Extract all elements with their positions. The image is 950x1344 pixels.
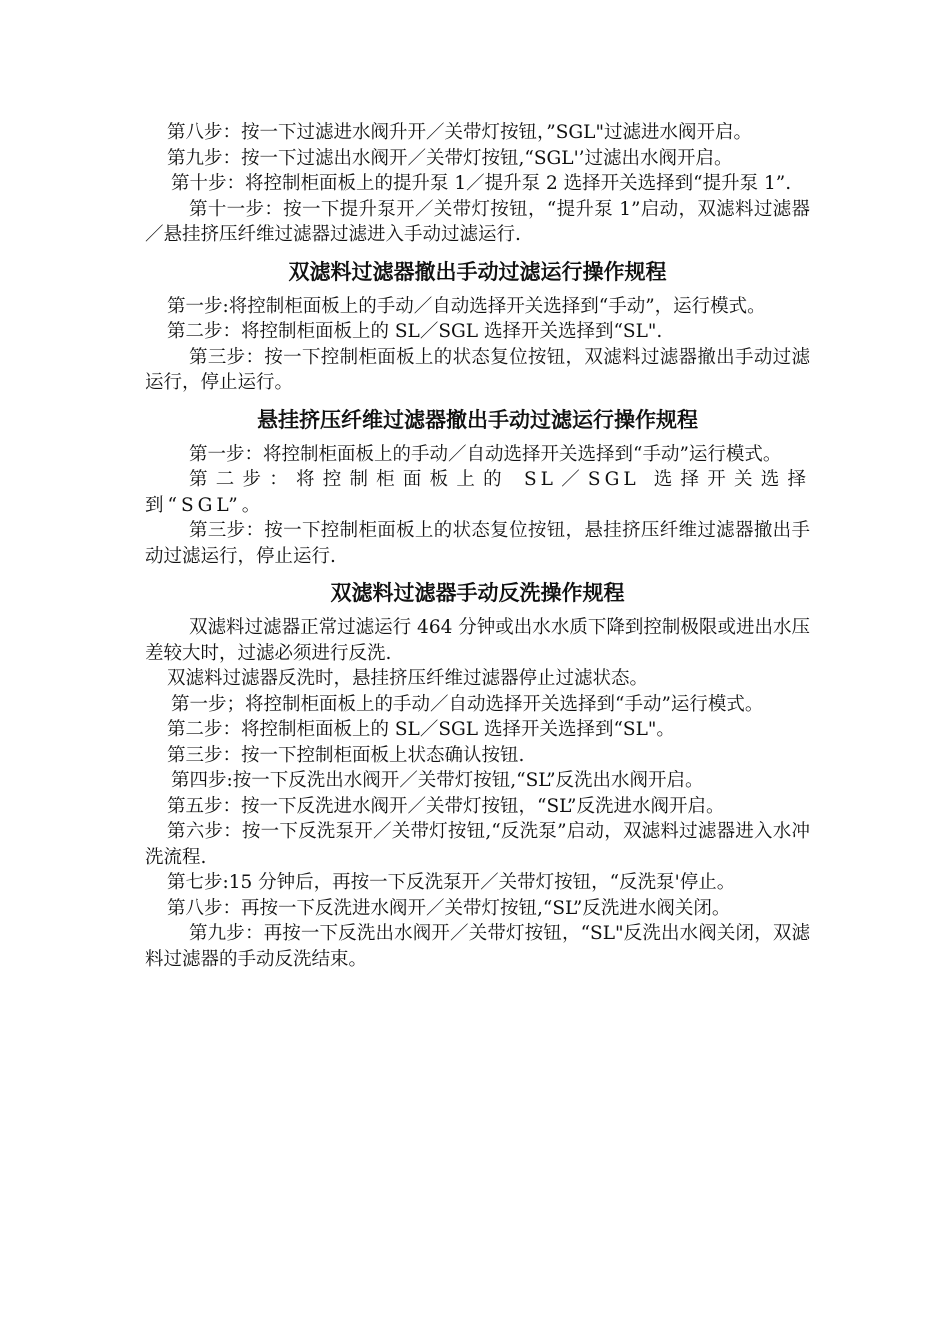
backwash-step-4-paragraph: 第四步:按一下反洗出水阀开／关带灯按钮,“SL”反洗出水阀开启。	[171, 770, 704, 791]
backwash-step-8-paragraph: 第八步：再按一下反洗进水阀开／关带灯按钮,“SL”反洗进水阀关闭。	[167, 897, 731, 919]
backwash-intro-paragraph: 双滤料过滤器正常过滤运行 464 分钟或出水水质下降到控制极限或进出水压差较大时，过滤必须进行反洗.	[145, 617, 810, 664]
section-title-manual-backwash: 双滤料过滤器手动反洗操作规程	[330, 581, 625, 605]
step-11-paragraph: 第十一步：按一下提升泵开／关带灯按钮，“提升泵 1”启动，双滤料过滤器／悬挂挤压纤维过滤器过滤进入手动过滤运行.	[145, 198, 810, 245]
section-title-dual-media-exit: 双滤料过滤器撤出手动过滤运行操作规程	[288, 259, 667, 284]
backwash-step-5-paragraph: 第五步：按一下反洗进水阀开／关带灯按钮，“SL”反洗进水阀开启。	[167, 795, 725, 817]
backwash-step-2-paragraph: 第二步：将控制柜面板上的 SL／SGL 选择开关选择到“SL"。	[167, 719, 675, 740]
exit-step-3-paragraph: 第三步：按一下控制柜面板上的状态复位按钮，双滤料过滤器撤出手动过滤运行，停止运行。	[145, 346, 810, 393]
exit-step-1-paragraph: 第一步:将控制柜面板上的手动／自动选择开关选择到“手动”，运行模式。	[167, 295, 766, 317]
step-10-paragraph: 第十步：将控制柜面板上的提升泵 1／提升泵 2 选择开关选择到“提升泵 1”.	[171, 173, 792, 194]
fiber-step-3-paragraph: 第三步：按一下控制柜面板上的状态复位按钮，悬挂挤压纤维过滤器撤出手动过滤运行，停止运行.	[145, 520, 810, 567]
fiber-step-1-paragraph: 第一步：将控制柜面板上的手动／自动选择开关选择到“手动”运行模式。	[189, 443, 782, 465]
backwash-note-paragraph: 双滤料过滤器反洗时，悬挂挤压纤维过滤器停止过滤状态。	[167, 668, 649, 689]
step-8-paragraph: 第八步：按一下过滤进水阀升开／关带灯按钮，”SGL"过滤进水阀开启。	[167, 122, 752, 143]
backwash-step-3-paragraph: 第三步：按一下控制柜面板上状态确认按钮.	[167, 744, 525, 766]
backwash-step-1-paragraph: 第一步；将控制柜面板上的手动／自动选择开关选择到“手动”运行模式。	[171, 693, 764, 715]
fiber-step-2-paragraph: 第二步：将控制柜面板上的 SL／SGL 选择开关选择到“SGL”。	[145, 469, 810, 516]
exit-step-2-paragraph: 第二步：将控制柜面板上的 SL／SGL 选择开关选择到“SL".	[167, 321, 663, 342]
backwash-step-7-paragraph: 第七步:15 分钟后，再按一下反洗泵开／关带灯按钮，“反洗泵'停止。	[167, 872, 736, 893]
step-9-paragraph: 第九步：按一下过滤出水阀开／关带灯按钮,“SGL'’过滤出水阀开启。	[167, 147, 733, 169]
backwash-step-6-paragraph: 第六步：按一下反洗泵开／关带灯按钮,“反洗泵”启动，双滤料过滤器进入水冲洗流程.	[145, 821, 810, 868]
section-title-fiber-filter-exit: 悬挂挤压纤维过滤器撤出手动过滤运行操作规程	[257, 407, 698, 432]
backwash-step-9-paragraph: 第九步：再按一下反洗出水阀开／关带灯按钮，“SL"反洗出水阀关闭，双滤料过滤器的手动反洗结束。	[145, 923, 810, 970]
document-page	[145, 120, 810, 972]
